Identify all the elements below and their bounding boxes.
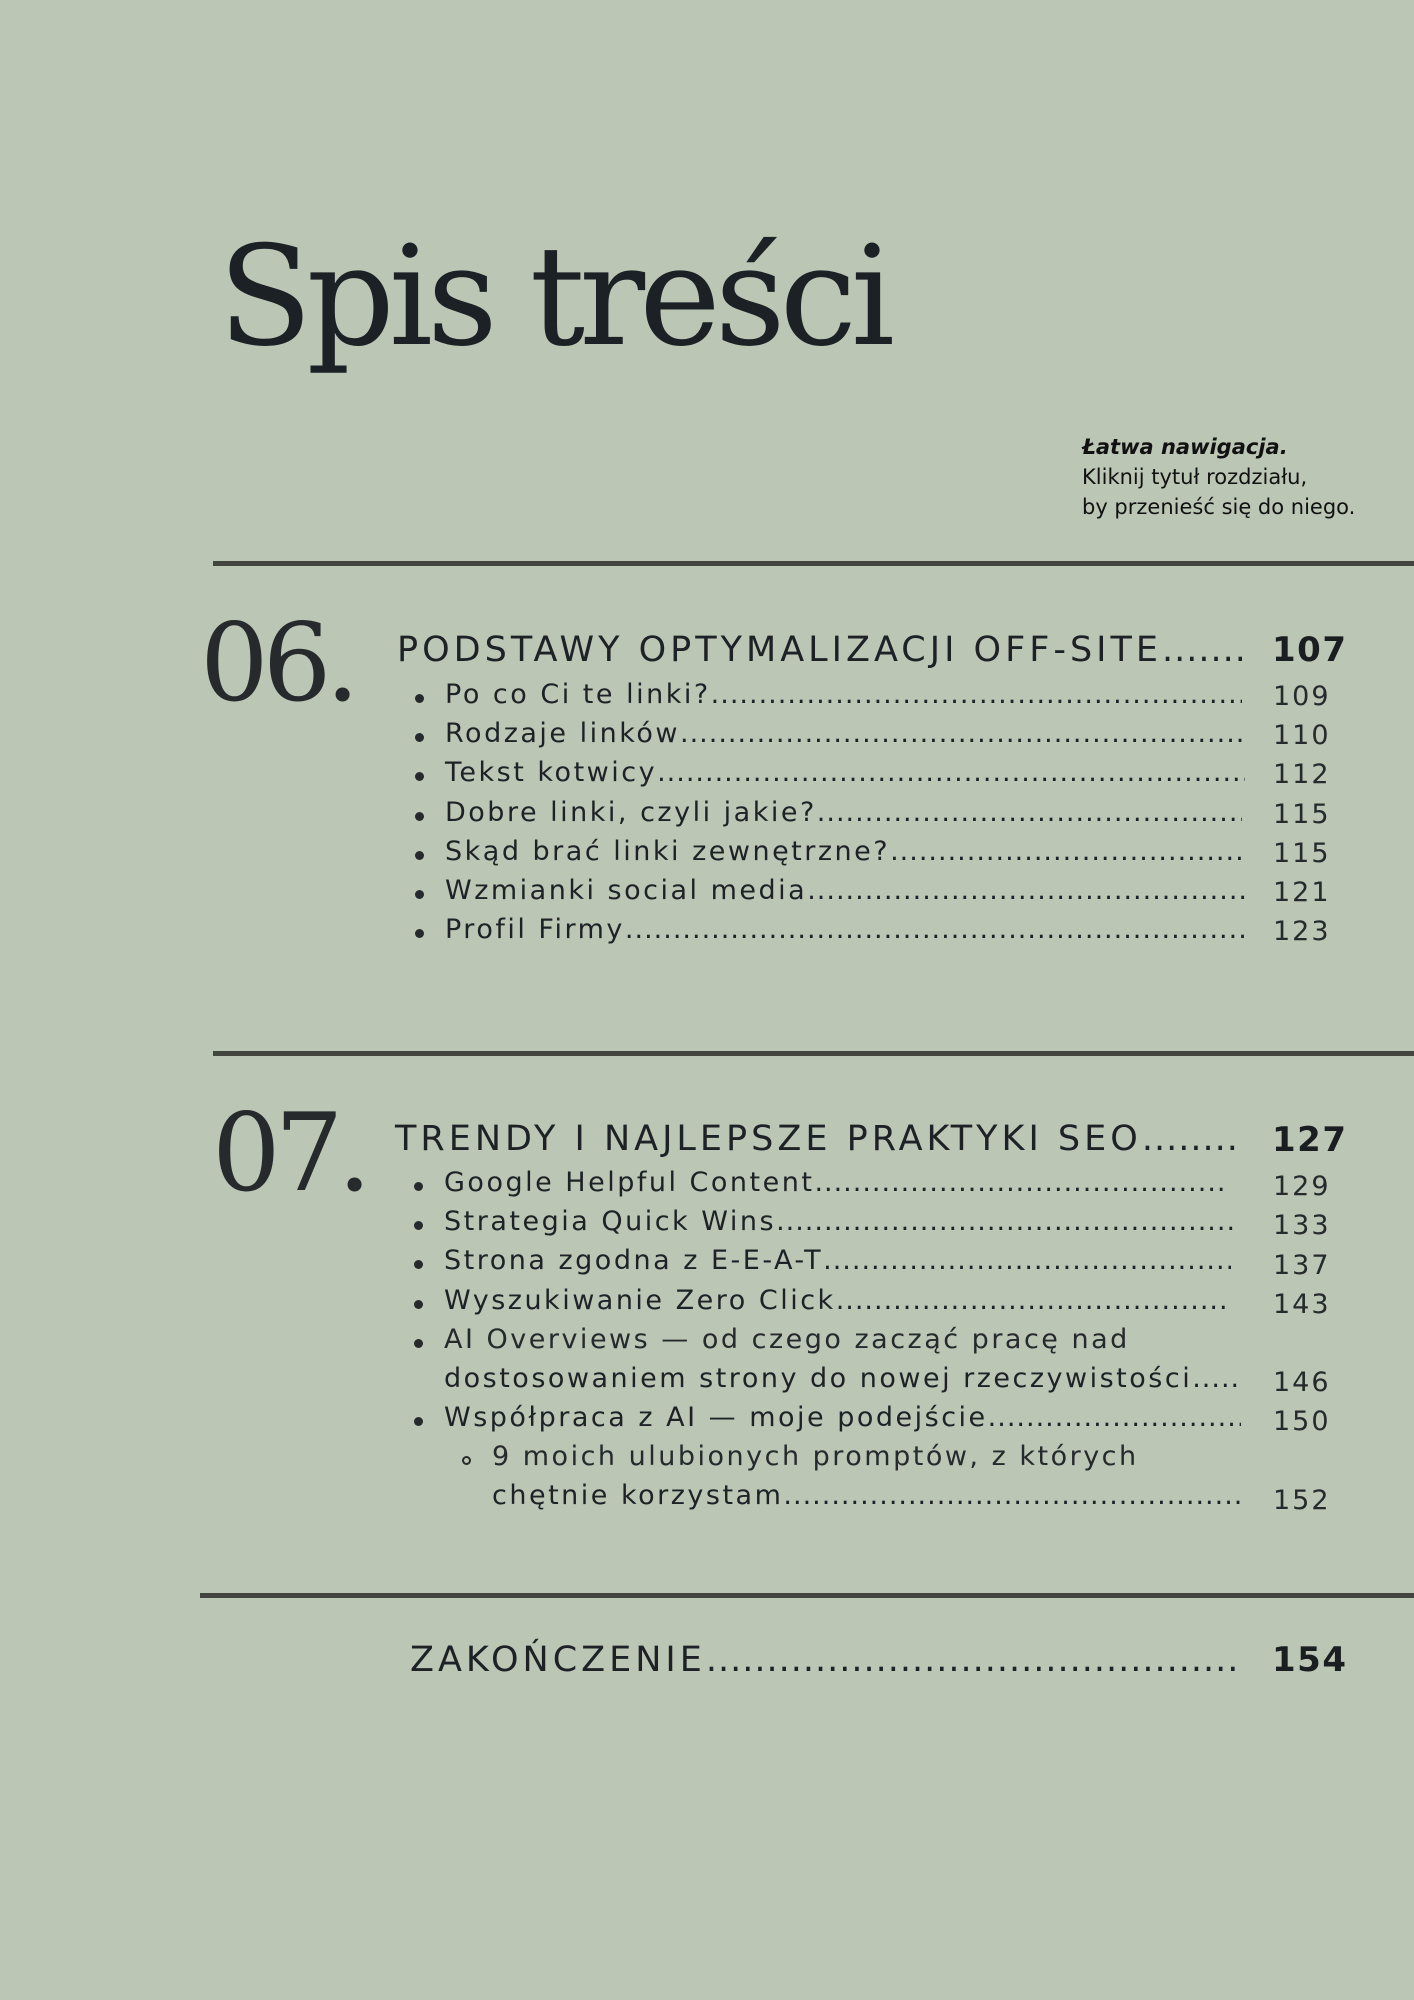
toc-item-page: 129 bbox=[1273, 1171, 1331, 1202]
divider bbox=[200, 1593, 1414, 1598]
toc-item-page: 143 bbox=[1273, 1289, 1331, 1320]
bullet bbox=[414, 1300, 423, 1309]
dot-leader bbox=[711, 679, 1242, 710]
chapter-link-07[interactable] bbox=[395, 1119, 1242, 1159]
toc-item-label: Profil Firmy bbox=[445, 914, 625, 945]
toc-item-label: dostosowaniem strony do nowej rzeczywistości bbox=[444, 1363, 1193, 1394]
toc-item-label: Po co Ci te linki? bbox=[445, 679, 711, 710]
toc-item-link[interactable] bbox=[445, 718, 1245, 749]
toc-item-link[interactable] bbox=[445, 679, 1242, 710]
dot-leader bbox=[814, 1167, 1226, 1198]
toc-item-label: Strona zgodna z E-E-A-T bbox=[444, 1245, 824, 1276]
bullet bbox=[414, 1260, 423, 1269]
bullet bbox=[415, 929, 424, 938]
toc-item-page: 110 bbox=[1273, 720, 1331, 751]
divider bbox=[213, 1051, 1414, 1056]
toc-item-page: 123 bbox=[1273, 916, 1331, 947]
toc-item-page: 150 bbox=[1273, 1406, 1331, 1437]
toc-item-page: 115 bbox=[1273, 838, 1331, 869]
toc-subitem-label: chętnie korzystam bbox=[492, 1480, 784, 1511]
navigation-hint-line: Kliknij tytuł rozdziału, bbox=[1082, 465, 1308, 489]
toc-item-page: 121 bbox=[1273, 877, 1331, 908]
bullet bbox=[415, 890, 424, 899]
ending-page-number: 154 bbox=[1272, 1640, 1348, 1680]
toc-item-page: 133 bbox=[1273, 1210, 1331, 1241]
bullet bbox=[415, 812, 424, 821]
toc-item-link[interactable] bbox=[444, 1402, 1241, 1433]
sub-bullet bbox=[462, 1456, 471, 1465]
bullet bbox=[414, 1182, 423, 1191]
toc-item-label: Współpraca z AI — moje podejście bbox=[444, 1402, 988, 1433]
bullet bbox=[415, 772, 424, 781]
toc-item-link[interactable] bbox=[445, 914, 1245, 945]
bullet bbox=[415, 851, 424, 860]
bullet bbox=[414, 1417, 423, 1426]
toc-item-page: 115 bbox=[1273, 799, 1331, 830]
toc-item-page: 146 bbox=[1273, 1367, 1331, 1398]
toc-item-label: Rodzaje linków bbox=[445, 718, 681, 749]
toc-item-link[interactable] bbox=[444, 1167, 1226, 1198]
dot-leader bbox=[890, 836, 1242, 867]
dot-leader bbox=[680, 718, 1245, 749]
dot-leader bbox=[625, 914, 1245, 945]
ending-title: ZAKOŃCZENIE bbox=[410, 1640, 706, 1680]
divider bbox=[213, 561, 1414, 566]
toc-subitem-link[interactable] bbox=[492, 1480, 1241, 1511]
chapter-link-06[interactable] bbox=[397, 630, 1242, 670]
dot-leader bbox=[817, 797, 1242, 828]
toc-item-link[interactable] bbox=[445, 757, 1245, 788]
toc-item-link[interactable] bbox=[444, 1363, 1241, 1394]
toc-item-link[interactable] bbox=[444, 1245, 1231, 1276]
toc-item-label: Tekst kotwicy bbox=[445, 757, 658, 788]
toc-item-label: Skąd brać linki zewnętrzne? bbox=[445, 836, 891, 867]
bullet bbox=[414, 1339, 423, 1348]
toc-item-link[interactable] bbox=[444, 1206, 1234, 1237]
toc-item-link[interactable] bbox=[445, 797, 1242, 828]
dot-leader bbox=[1142, 1119, 1242, 1159]
dot-leader bbox=[783, 1480, 1241, 1511]
toc-subitem-page: 152 bbox=[1273, 1485, 1331, 1516]
toc-item-link[interactable] bbox=[445, 875, 1245, 906]
toc-item-label: Wyszukiwanie Zero Click bbox=[444, 1285, 836, 1316]
chapter-number: 06. bbox=[200, 601, 354, 726]
dot-leader bbox=[776, 1206, 1234, 1237]
dot-leader bbox=[657, 757, 1245, 788]
dot-leader bbox=[823, 1245, 1231, 1276]
toc-item-page: 109 bbox=[1273, 681, 1331, 712]
dot-leader bbox=[1162, 630, 1242, 670]
toc-item-link[interactable] bbox=[444, 1285, 1229, 1316]
ending-link[interactable] bbox=[410, 1640, 1242, 1680]
toc-subitem-label-line[interactable]: 9 moich ulubionych promptów, z których bbox=[492, 1441, 1139, 1472]
navigation-hint-line: by przenieść się do niego. bbox=[1082, 495, 1356, 519]
toc-item-page: 137 bbox=[1273, 1250, 1331, 1281]
dot-leader bbox=[988, 1402, 1241, 1433]
toc-item-label: Google Helpful Content bbox=[444, 1167, 815, 1198]
chapter-number: 07. bbox=[212, 1091, 366, 1216]
navigation-hint-heading: Łatwa nawigacja. bbox=[1082, 435, 1288, 459]
bullet bbox=[415, 694, 424, 703]
dot-leader bbox=[1192, 1363, 1241, 1394]
toc-item-label-line[interactable]: AI Overviews — od czego zacząć pracę nad bbox=[444, 1324, 1130, 1355]
bullet bbox=[415, 733, 424, 742]
toc-item-label: Dobre linki, czyli jakie? bbox=[445, 797, 817, 828]
toc-item-link[interactable] bbox=[445, 836, 1242, 867]
chapter-page-number: 127 bbox=[1272, 1120, 1348, 1160]
dot-leader bbox=[836, 1285, 1229, 1316]
dot-leader bbox=[807, 875, 1245, 906]
navigation-hint bbox=[1082, 432, 1355, 522]
chapter-title: TRENDY I NAJLEPSZE PRAKTYKI SEO bbox=[395, 1119, 1142, 1159]
toc-item-label: Strategia Quick Wins bbox=[444, 1206, 777, 1237]
toc-item-page: 112 bbox=[1273, 759, 1331, 790]
toc-item-label: Wzmianki social media bbox=[445, 875, 808, 906]
chapter-title: PODSTAWY OPTYMALIZACJI OFF-SITE bbox=[397, 630, 1162, 670]
page-title: Spis treści bbox=[218, 216, 890, 377]
dot-leader bbox=[706, 1640, 1242, 1680]
chapter-page-number: 107 bbox=[1272, 630, 1348, 670]
bullet bbox=[414, 1221, 423, 1230]
